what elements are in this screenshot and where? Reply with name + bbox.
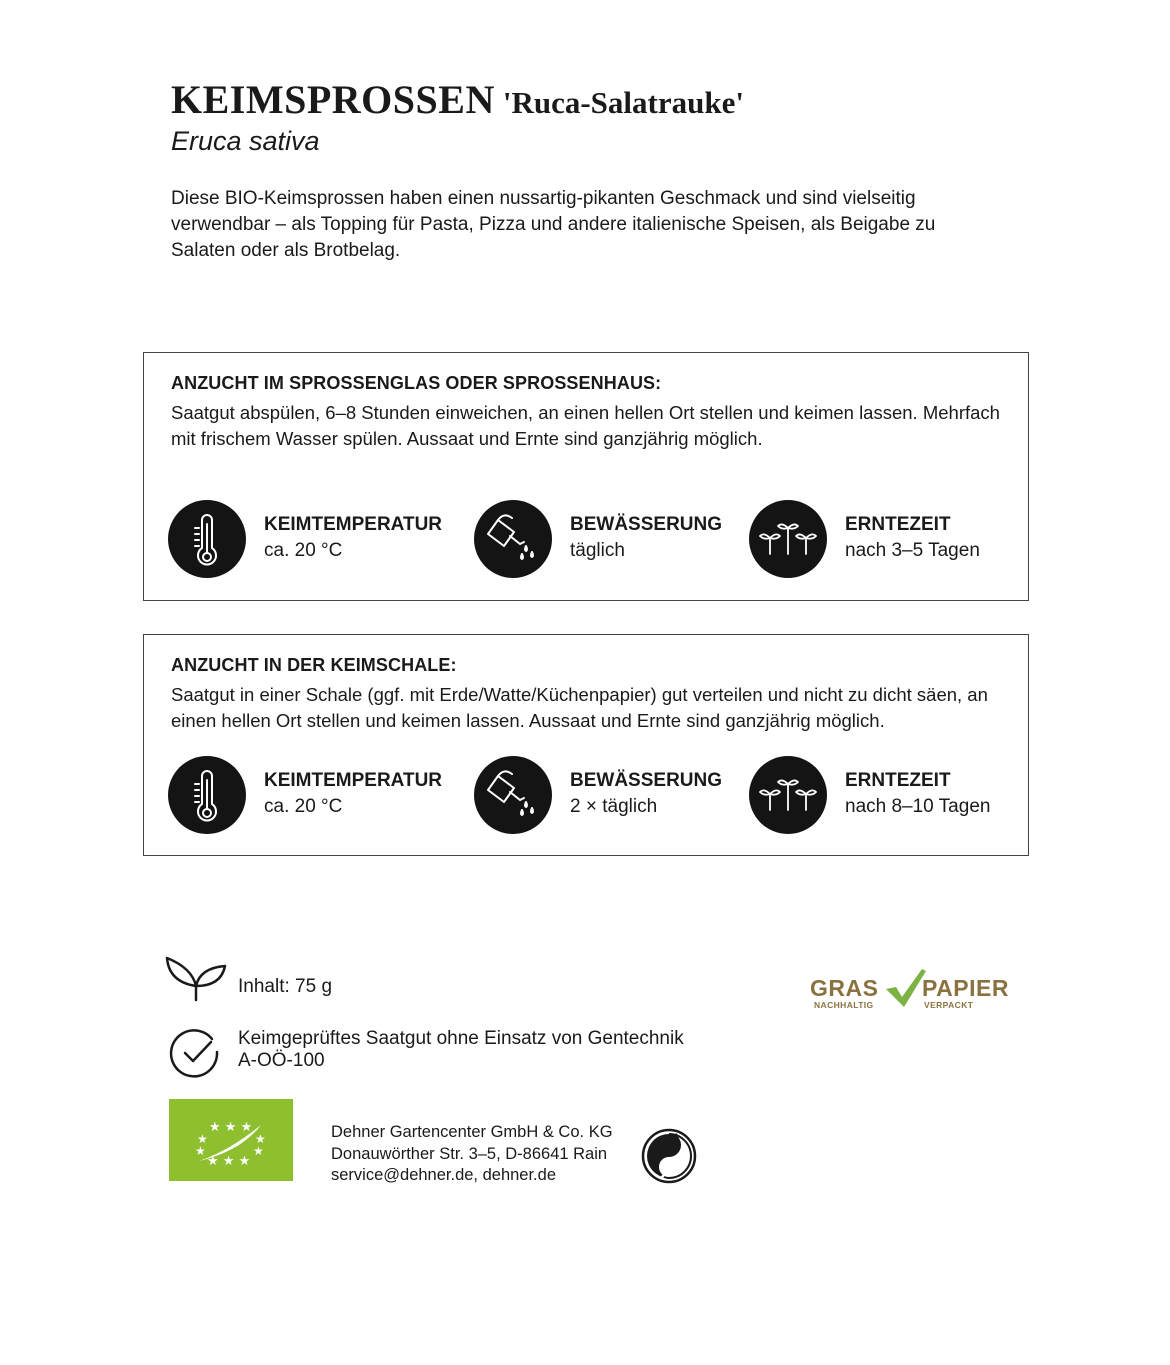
gras-word: GRAS — [810, 975, 879, 1001]
box-text: Saatgut abspülen, 6–8 Stunden einweichen, an einen hellen Ort stellen und keimen lassen. Mehrfach mit frischem Wasser spülen. Aussaat und Ernte sind ganzjährig möglich. — [171, 402, 1000, 449]
title-variety: 'Ruca-Salatrauke' — [502, 85, 744, 120]
box-heading: ANZUCHT IM SPROSSENGLAS ODER SPROSSENHAUS: — [171, 373, 662, 393]
address-line-2: Donauwörther Str. 3–5, D-86641 Rain — [331, 1144, 608, 1163]
watering-can-icon — [474, 500, 552, 578]
stat-label: BEWÄSSERUNG — [570, 514, 723, 535]
svg-text:★ ★ ★: ★ ★ ★ — [209, 1120, 253, 1135]
product-title — [171, 76, 744, 123]
graspapier-logo — [808, 965, 1008, 1015]
stat-temperature — [168, 756, 468, 836]
thermometer-icon — [168, 756, 246, 834]
stat-value: täglich — [570, 540, 625, 561]
thermometer-icon — [168, 500, 246, 578]
certification-text — [238, 1028, 684, 1072]
sprout-glass-box — [143, 352, 1029, 601]
stat-value: nach 8–10 Tagen — [845, 796, 991, 817]
stat-value: nach 3–5 Tagen — [845, 540, 980, 561]
stat-label: KEIMTEMPERATUR — [264, 770, 443, 791]
svg-text:★: ★ — [253, 1144, 264, 1158]
eu-organic-logo — [169, 1099, 293, 1181]
title-main: KEIMSPROSSEN — [171, 77, 495, 122]
address-line-3: service@dehner.de, dehner.de — [331, 1166, 556, 1184]
gras-subtext: NACHHALTIG — [814, 1000, 874, 1010]
stat-harvest — [749, 500, 1019, 580]
stat-label: KEIMTEMPERATUR — [264, 514, 443, 535]
intro-text: Diese BIO-Keimsprossen haben einen nussartig-pikanten Geschmack und sind vielseitig verwendbar – als Topping für Pasta, Pizza und andere italienische Speisen, als Beigabe zu Salaten oder als Brotbelag. — [171, 188, 936, 261]
box-heading: ANZUCHT IN DER KEIMSCHALE: — [171, 655, 457, 675]
box-text: Saatgut in einer Schale (ggf. mit Erde/Watte/Küchenpapier) gut verteilen und nicht zu dicht säen, an einen hellen Ort stellen und keimen lassen. Aussaat und Ernte sind ganzjährig möglich. — [171, 684, 988, 731]
checkmark-icon — [168, 1025, 222, 1079]
stat-label: ERNTEZEIT — [845, 770, 951, 791]
green-dot-recycling-icon — [641, 1128, 697, 1184]
watering-can-icon — [474, 756, 552, 834]
sprouts-icon — [749, 756, 827, 834]
cert-line-1: Keimgeprüftes Saatgut ohne Einsatz von Gentechnik — [238, 1028, 684, 1049]
latin-name: Eruca sativa — [171, 126, 320, 156]
content-weight: Inhalt: 75 g — [238, 976, 333, 997]
stat-watering — [474, 500, 734, 580]
address-line-1: Dehner Gartencenter GmbH & Co. KG — [331, 1123, 613, 1141]
germination-tray-box — [143, 634, 1029, 856]
stat-value: 2 × täglich — [570, 796, 658, 817]
stat-watering — [474, 756, 734, 836]
leaf-icon — [164, 952, 228, 1004]
svg-text:★: ★ — [197, 1132, 208, 1146]
cert-line-2: A-OÖ-100 — [238, 1050, 325, 1071]
papier-subtext: VERPACKT — [924, 1000, 974, 1010]
stat-label: BEWÄSSERUNG — [570, 770, 723, 791]
company-address — [331, 1122, 613, 1187]
svg-text:★ ★ ★: ★ ★ ★ — [207, 1154, 251, 1169]
stat-value: ca. 20 °C — [264, 540, 343, 561]
svg-text:★: ★ — [195, 1144, 206, 1158]
stat-harvest — [749, 756, 1019, 836]
sprouts-icon — [749, 500, 827, 578]
stat-temperature — [168, 500, 468, 580]
svg-text:★: ★ — [255, 1132, 266, 1146]
stat-label: ERNTEZEIT — [845, 514, 951, 535]
papier-word: PAPIER — [922, 975, 1009, 1001]
stat-value: ca. 20 °C — [264, 796, 343, 817]
